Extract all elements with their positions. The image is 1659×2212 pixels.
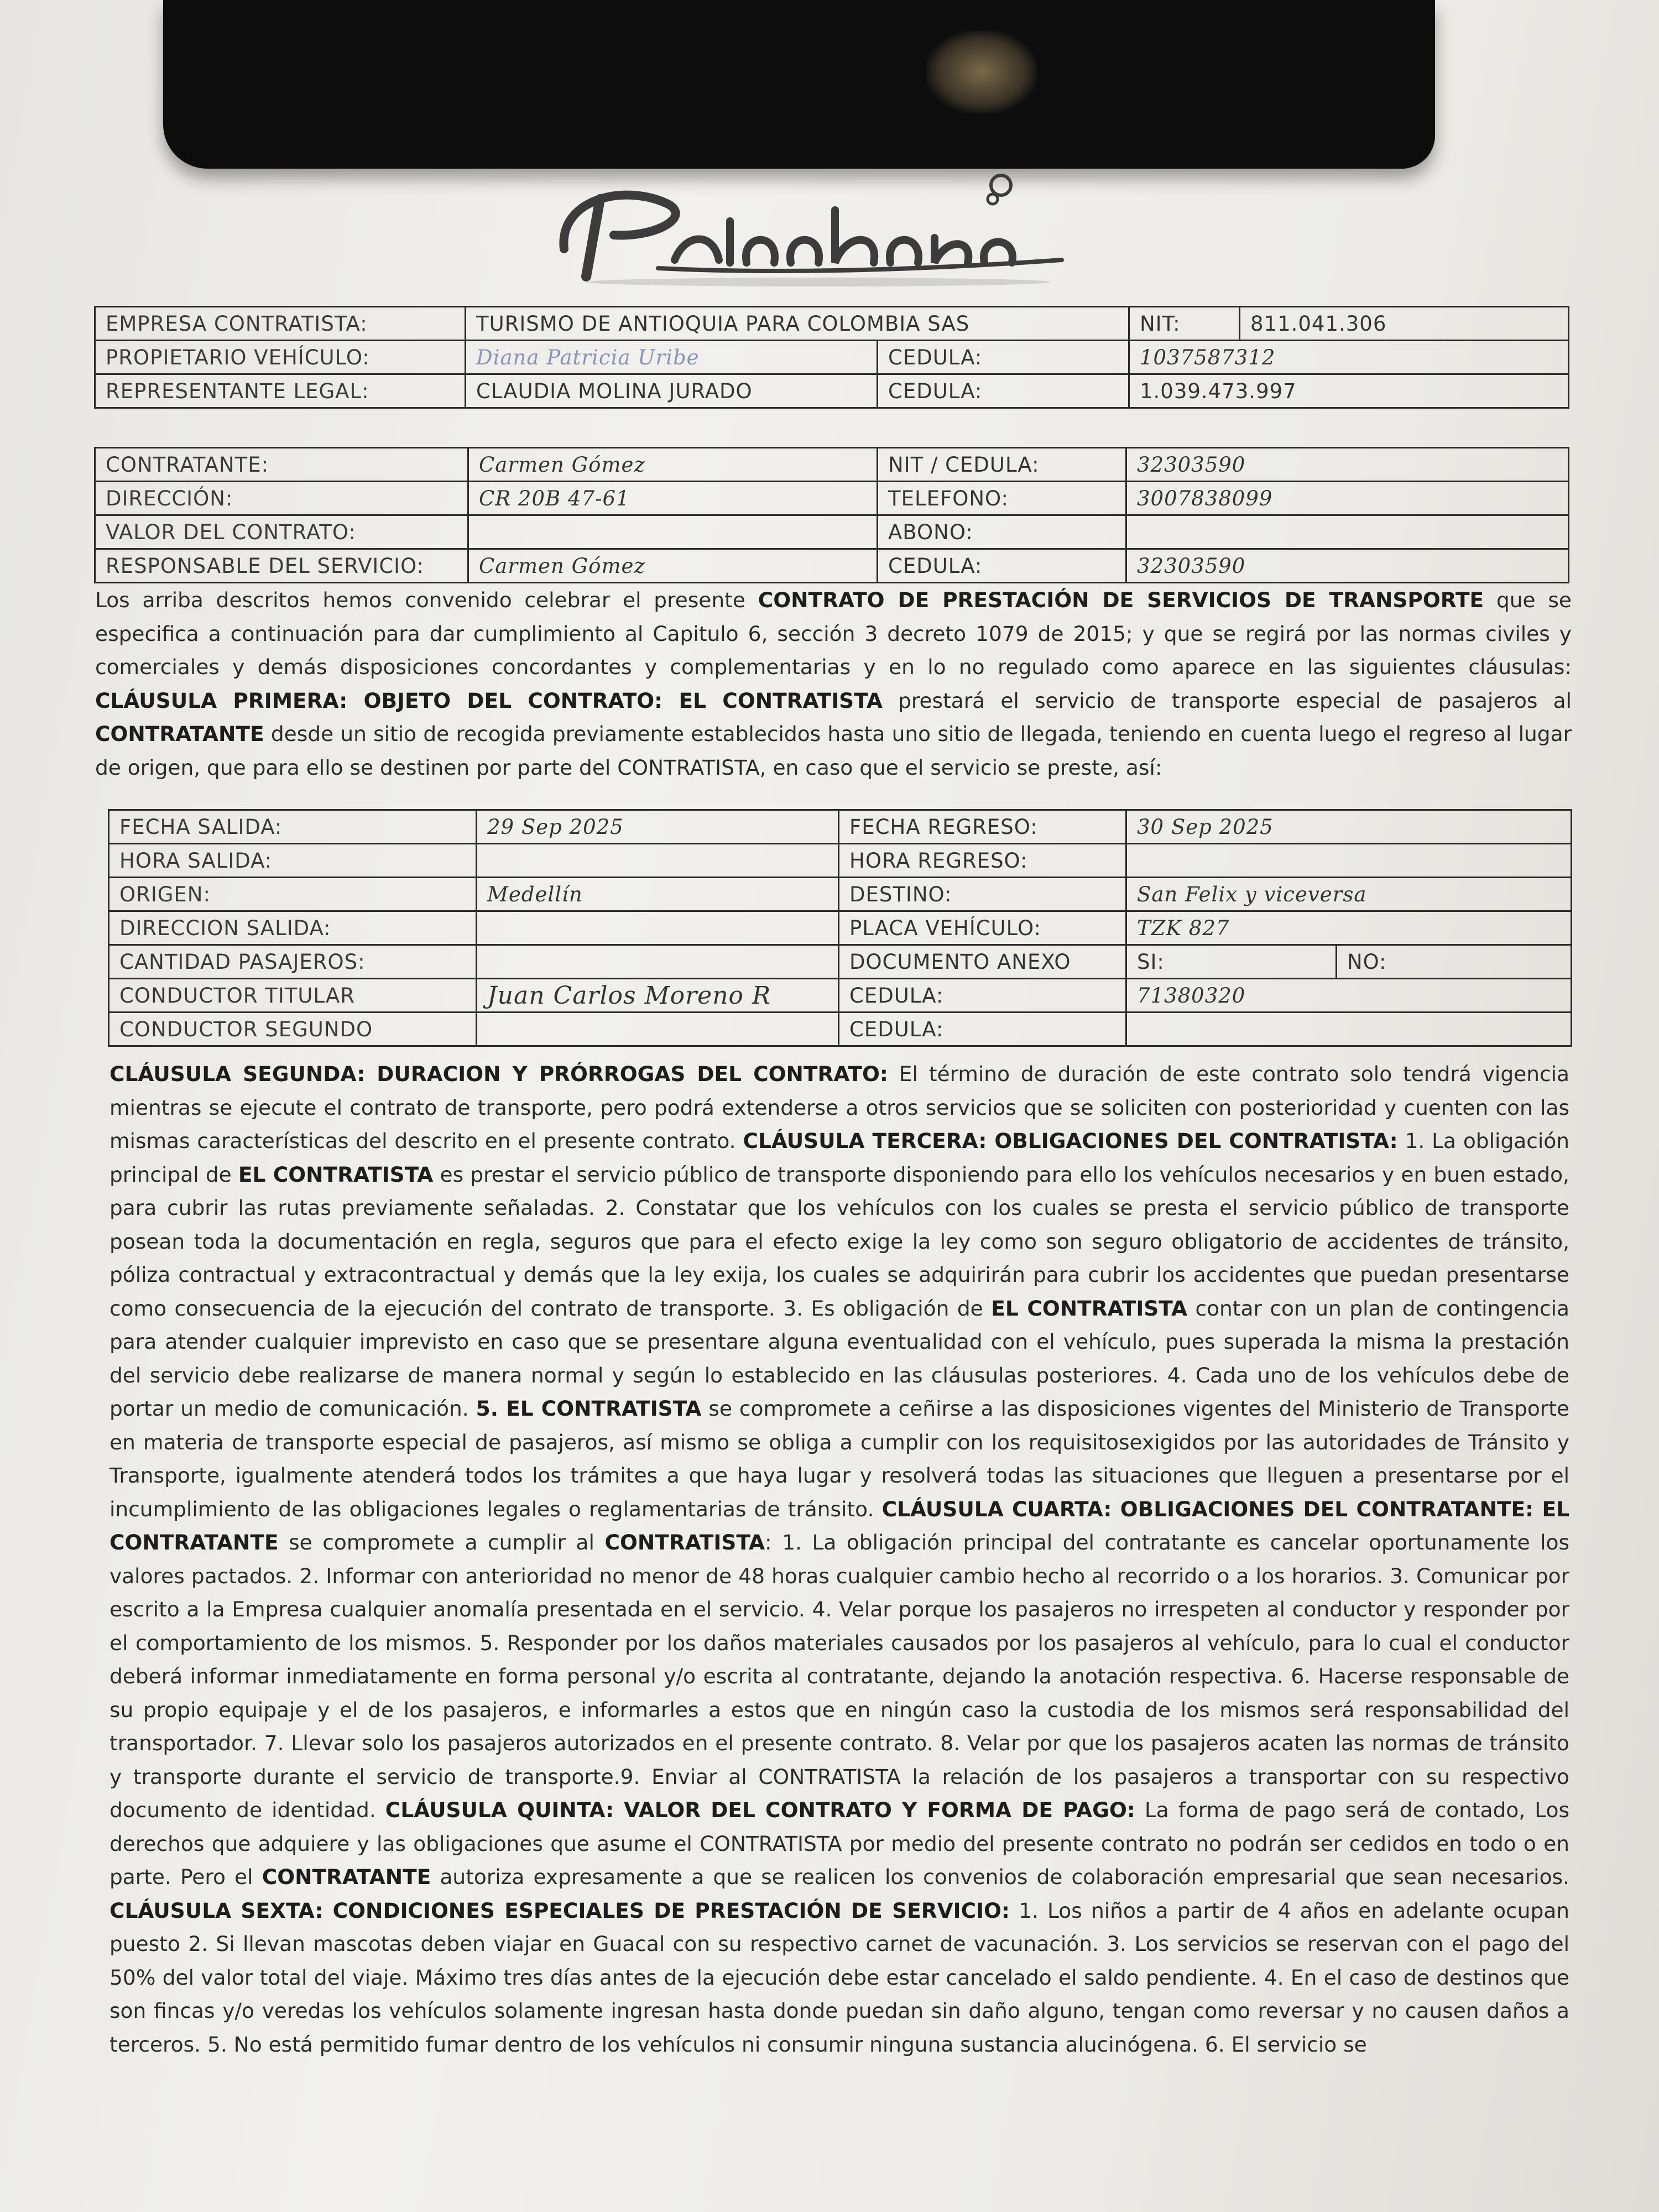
- clause-text-7: : 1. La obligación principal del contratante es cancelar oportunamente los valores pactados. 2. Informar con anterioridad no menor de 48 horas cualquier cambio hecho al recorrido o a los horarios. 3. Comunicar por escrito a la Empresa cualquier anomalía presentada en el servicio. 4. Velar porque los pasajeros no irrespeten al conductor y responder por el comportamiento de los mismos. 5. Responder por los daños materiales causados por los pasajeros al vehículo, para lo cual el conductor deberá informar inmediatamente en forma personal y/o escrita al contratante, dejando la anotación respectiva. 6. Hacerse responsable de su propio equipaje y el de los pasajeros, e informarles a estos que en ningún caso la custodia de los mismos será responsabilidad del transportador. 7. Llevar solo los pasajeros autorizados en el presente contrato. 8. Velar por que los pasajeros acaten las normas de tránsito y transporte durante el servicio de transporte.9. Enviar al CONTRATISTA la relación de los pasajeros a transportar con su respectivo documento de identidad.: [109, 1530, 1569, 1822]
- table-row: [109, 844, 1572, 878]
- responsable-cedula-value: 32303590: [1126, 549, 1569, 583]
- valor-contrato-value: [468, 515, 878, 549]
- nit-value: 811.041.306: [1240, 307, 1569, 341]
- representante-label: REPRESENTANTE LEGAL:: [95, 374, 466, 408]
- company-logo: [547, 166, 1089, 293]
- conductor-segundo-cedula-label: CEDULA:: [839, 1013, 1126, 1046]
- propietario-value: Diana Patricia Uribe: [466, 341, 878, 374]
- clause-bold-4: EL CONTRATISTA: [991, 1296, 1187, 1321]
- propietario-cedula-label: CEDULA:: [878, 341, 1129, 374]
- table-row: [109, 1013, 1572, 1046]
- cantidad-label: CANTIDAD PASAJEROS:: [109, 945, 477, 979]
- fecha-regreso-value: 30 Sep 2025: [1126, 810, 1572, 844]
- clause-text-6: se compromete a cumplir al: [278, 1530, 605, 1554]
- documento-no-label: NO:: [1337, 945, 1572, 979]
- clause-text-3: es prestar el servicio público de transporte disponiendo para ello los vehículos necesarios y en buen estado, para cubrir las rutas previamente señaladas. 2. Constatar que los vehículos con los cuales se presta el servicio público de transporte posean toda la documentación en regla, seguros que para el efecto exige la ley como son seguro obligatorio de accidentes de tránsito, póliza contractual y extracontractual y demás que la ley exija, los cuales se adquirirán para cubrir los accidentes que puedan presentarse como consecuencia de la ejecución del contrato de transporte. 3. Es obligación de: [109, 1162, 1569, 1321]
- clause-bold-1: CLÁUSULA SEGUNDA: DURACION Y PRÓRROGAS DEL CONTRATO:: [109, 1062, 888, 1086]
- propietario-cedula-value: 1037587312: [1129, 341, 1569, 374]
- table-row: [95, 341, 1569, 374]
- direccion-value: CR 20B 47-61: [468, 482, 878, 515]
- responsable-label: RESPONSABLE DEL SERVICIO:: [95, 549, 468, 583]
- clause-bold-6: CLÁUSULA CUARTA: OBLIGACIONES DEL CONTRATANTE: EL CONTRATANTE: [109, 1496, 1569, 1554]
- clause-text-8: La forma de pago será de contado, Los derechos que adquiere y las obligaciones que asume el CONTRATISTA por medio del presente contrato no podrán ser cedidos en todo o en parte. Pero el: [109, 1798, 1569, 1889]
- header-table: [94, 306, 1569, 409]
- valor-contrato-label: VALOR DEL CONTRATO:: [95, 515, 468, 549]
- contratante-label: CONTRATANTE:: [95, 448, 468, 482]
- intro-bold-2: CLÁUSULA PRIMERA: OBJETO DEL CONTRATO: EL CONTRATISTA: [95, 688, 883, 713]
- nit-cedula-value: 32303590: [1126, 448, 1569, 482]
- abono-value: [1126, 515, 1569, 549]
- representante-value: CLAUDIA MOLINA JURADO: [466, 374, 878, 408]
- table-row: [109, 945, 1572, 979]
- nit-cedula-label: NIT / CEDULA:: [878, 448, 1126, 482]
- hora-salida-label: HORA SALIDA:: [109, 844, 477, 878]
- contratante-value: Carmen Gómez: [468, 448, 878, 482]
- clause-bold-2: CLÁUSULA TERCERA: OBLIGACIONES DEL CONTRATISTA:: [743, 1129, 1398, 1153]
- table-row: [95, 515, 1569, 549]
- responsable-value: Carmen Gómez: [468, 549, 878, 583]
- table-row: [109, 810, 1572, 844]
- table-row: [109, 878, 1572, 911]
- clause-text-2: 1. La obligación principal de: [109, 1129, 1569, 1187]
- table-row: [95, 482, 1569, 515]
- clause-bold-7: CONTRATISTA: [604, 1530, 765, 1554]
- intro-text-2: que se especifica a continuación para dar cumplimiento al Capitulo 6, sección 3 decreto 1079 de 2015; y que se regirá por las normas civiles y comerciales y demás disposiciones concordantes y complementarias y en lo no regulado como aparece en las siguientes cláusulas:: [95, 588, 1572, 679]
- hora-regreso-label: HORA REGRESO:: [839, 844, 1126, 878]
- intro-bold-3: CONTRATANTE: [95, 722, 264, 746]
- clause-bold-5: 5. EL CONTRATISTA: [476, 1396, 702, 1421]
- clauses-paragraph: [109, 1057, 1569, 2061]
- telefono-value: 3007838099: [1126, 482, 1569, 515]
- cantidad-value: [477, 945, 839, 979]
- hora-salida-value: [477, 844, 839, 878]
- table-row: [109, 911, 1572, 945]
- responsable-cedula-label: CEDULA:: [878, 549, 1126, 583]
- intro-bold-1: CONTRATO DE PRESTACIÓN DE SERVICIOS DE TRANSPORTE: [758, 588, 1484, 612]
- empresa-label: EMPRESA CONTRATISTA:: [95, 307, 466, 341]
- conductor-titular-cedula-value: 71380320: [1126, 979, 1572, 1013]
- clause-text-9: autoriza expresamente a que se realicen los convenios de colaboración empresarial que sean necesarios.: [431, 1865, 1569, 1889]
- clause-bold-3: EL CONTRATISTA: [238, 1162, 434, 1187]
- origen-label: ORIGEN:: [109, 878, 477, 911]
- conductor-titular-cedula-label: CEDULA:: [839, 979, 1126, 1013]
- representante-cedula-label: CEDULA:: [878, 374, 1129, 408]
- conductor-segundo-label: CONDUCTOR SEGUNDO: [109, 1013, 477, 1046]
- clause-text-10: 1. Los niños a partir de 4 años en adelante ocupan puesto 2. Si llevan mascotas deben viajar en Guacal con su respectivo carnet de vacunación. 3. Los servicios se reservan con el pago del 50% del valor total del viaje. Máximo tres días antes de la ejecución debe estar cancelado el saldo pendiente. 4. En el caso de destinos que son fincas y/o veredas los vehículos solamente ingresan hasta donde puedan sin daño alguno, tengan como reversar y no causen daños a terceros. 5. No está permitido fumar dentro de los vehículos ni consumir ninguna sustancia alucinógena. 6. El servicio se: [109, 1898, 1569, 2057]
- table-row: [95, 307, 1569, 341]
- documento-si-label: SI:: [1126, 945, 1337, 979]
- conductor-segundo-value: [477, 1013, 839, 1046]
- intro-text-3: prestará el servicio de transporte especial de pasajeros al: [882, 688, 1572, 713]
- clause-bold-9: CONTRATANTE: [262, 1865, 431, 1889]
- clip-glint: [926, 30, 1037, 113]
- nit-label: NIT:: [1129, 307, 1240, 341]
- direccion-label: DIRECCIÓN:: [95, 482, 468, 515]
- clause-text-5: se compromete a ceñirse a las disposiciones vigentes del Ministerio de Transporte en materia de transporte especial de pasajeros, así mismo se obliga a cumplir con los requisitosexigidos por las autoridades de Tránsito y Transporte, igualmente atenderá todos los trámites a que haya lugar y resolverá todas las situaciones que lleguen a presentarse por el incumplimiento de las obligaciones legales o reglamentarias de tránsito.: [109, 1396, 1569, 1521]
- documento-anexo-label: DOCUMENTO ANEXO: [839, 945, 1126, 979]
- abono-label: ABONO:: [878, 515, 1126, 549]
- empresa-value: TURISMO DE ANTIOQUIA PARA COLOMBIA SAS: [466, 307, 1129, 341]
- intro-paragraph: [95, 583, 1572, 784]
- table-row: [95, 448, 1569, 482]
- table-row: [95, 549, 1569, 583]
- clause-bold-8: CLÁUSULA QUINTA: VALOR DEL CONTRATO Y FORMA DE PAGO:: [385, 1798, 1135, 1822]
- representante-cedula-value: 1.039.473.997: [1129, 374, 1569, 408]
- fecha-salida-label: FECHA SALIDA:: [109, 810, 477, 844]
- clause-text-4: contar con un plan de contingencia para atender cualquier imprevisto en caso que se presentare alguna eventualidad con el vehículo, pues superada la misma la prestación del servicio debe realizarse de manera normal y según lo establecido en las cláusulas posteriores. 4. Cada uno de los vehículos debe de portar un medio de comunicación.: [109, 1296, 1569, 1421]
- telefono-label: TELEFONO:: [878, 482, 1126, 515]
- table-row: [95, 374, 1569, 408]
- destino-label: DESTINO:: [839, 878, 1126, 911]
- direccion-salida-value: [477, 911, 839, 945]
- destino-value: San Felix y viceversa: [1126, 878, 1572, 911]
- servicio-table: [108, 809, 1572, 1047]
- hora-regreso-value: [1126, 844, 1572, 878]
- clause-text-1: El término de duración de este contrato solo tendrá vigencia mientras se ejecute el contrato de transporte, pero podrá extenderse a otros servicios que se soliciten con posterioridad y cuenten con las mismas características del descrito en el presente contrato.: [109, 1062, 1569, 1153]
- fecha-salida-value: 29 Sep 2025: [477, 810, 839, 844]
- intro-text-1: Los arriba descritos hemos convenido celebrar el presente: [95, 588, 758, 612]
- contratante-table: [94, 447, 1569, 583]
- direccion-salida-label: DIRECCION SALIDA:: [109, 911, 477, 945]
- placa-label: PLACA VEHÍCULO:: [839, 911, 1126, 945]
- placa-value: TZK 827: [1126, 911, 1572, 945]
- propietario-label: PROPIETARIO VEHÍCULO:: [95, 341, 466, 374]
- conductor-titular-value: Juan Carlos Moreno R: [477, 979, 839, 1013]
- intro-text-4: desde un sitio de recogida previamente establecidos hasta uno sitio de llegada, teniendo en cuenta luego el regreso al lugar de origen, que para ello se destinen por parte del CONTRATISTA, en caso que el servicio se preste, así:: [95, 722, 1572, 780]
- conductor-segundo-cedula-value: [1126, 1013, 1572, 1046]
- conductor-titular-label: CONDUCTOR TITULAR: [109, 979, 477, 1013]
- fecha-regreso-label: FECHA REGRESO:: [839, 810, 1126, 844]
- origen-value: Medellín: [477, 878, 839, 911]
- clause-bold-10: CLÁUSULA SEXTA: CONDICIONES ESPECIALES DE PRESTACIÓN DE SERVICIO:: [109, 1898, 1010, 1923]
- clipboard-clip: [163, 0, 1435, 169]
- table-row: [109, 979, 1572, 1013]
